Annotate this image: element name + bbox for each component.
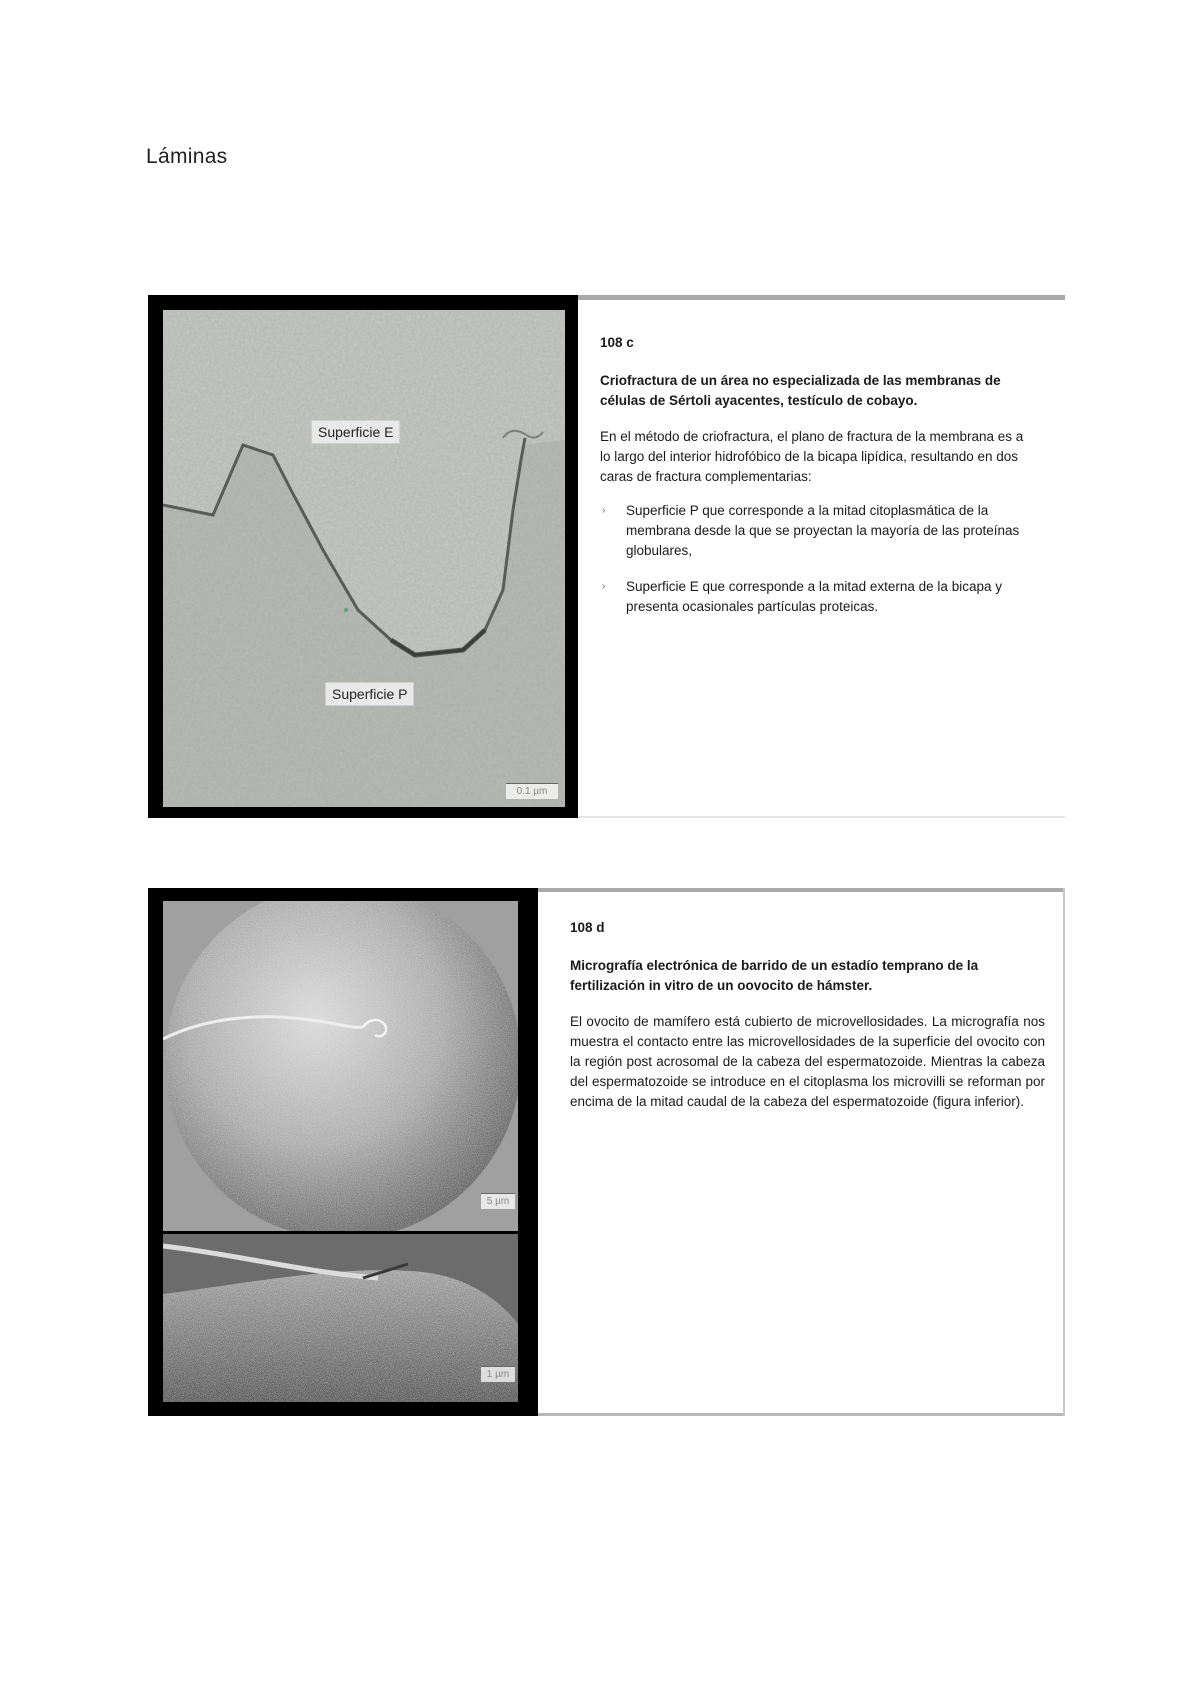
- bullet-marker: ›: [602, 581, 606, 592]
- list-item: [600, 501, 1030, 561]
- figure-title: Micrografía electrónica de barrido de un estadío temprano de la fertilización in vitro de un oovocito de hámster.: [570, 958, 979, 993]
- figure-slide-108c: [148, 295, 1065, 818]
- scale-bar: 0.1 µm: [506, 783, 558, 799]
- figure-description: El ovocito de mamífero está cubierto de microvellosidades. La micrografía nos muestra el contacto entre las microvellosidades de la superficie del ovocito con la región post acrosomal de la cabeza del espermatozoide. Mientras la cabeza del espermatozoide se introduce en el citoplasma los microvilli se reforman por encima de la mitad caudal de la cabeza del espermatozoide (figura inferior).: [570, 1014, 1045, 1109]
- figure-caption: [570, 918, 1045, 1126]
- p-face-label: Superficie P: [325, 682, 414, 706]
- microvilli-sem-micrograph: [163, 1234, 518, 1402]
- figure-slide-108d: [148, 888, 1065, 1416]
- figure-code: 108 d: [570, 920, 605, 935]
- figure-caption: [600, 333, 1030, 633]
- figure-code: 108 c: [600, 335, 634, 350]
- list-item-text: Superficie E que corresponde a la mitad externa de la bicapa y presenta ocasionales partículas proteicas.: [626, 579, 1002, 614]
- slide-bottom-rule: [538, 1413, 1065, 1416]
- freeze-fracture-micrograph: [163, 310, 565, 807]
- scale-bar-bottom: 1 µm: [481, 1366, 515, 1382]
- list-item: [600, 577, 1030, 617]
- figure-description: En el método de criofractura, el plano de fractura de la membrana es a lo largo del interior hidrofóbico de la bicapa lipídica, resultando en dos caras de fractura complementarias:: [600, 429, 1024, 484]
- page-heading: Láminas: [146, 145, 228, 168]
- list-item-text: Superficie P que corresponde a la mitad citoplasmática de la membrana desde la que se proyectan la mayoría de las proteínas globulares,: [626, 503, 1020, 558]
- e-face-label: Superficie E: [311, 420, 400, 444]
- slide-top-rule: [578, 295, 1065, 300]
- bullet-marker: ›: [602, 505, 606, 516]
- slide-top-rule: [538, 888, 1065, 892]
- slide-right-rule: [1063, 888, 1065, 1416]
- figure-title: Criofractura de un área no especializada de las membranas de células de Sértoli ayacentes, testículo de cobayo.: [600, 373, 1001, 408]
- scale-bar-top: 5 µm: [481, 1193, 515, 1209]
- fracture-face-list: [600, 501, 1030, 617]
- oocyte-sem-micrograph: [163, 901, 518, 1231]
- slide-bottom-rule: [578, 816, 1065, 818]
